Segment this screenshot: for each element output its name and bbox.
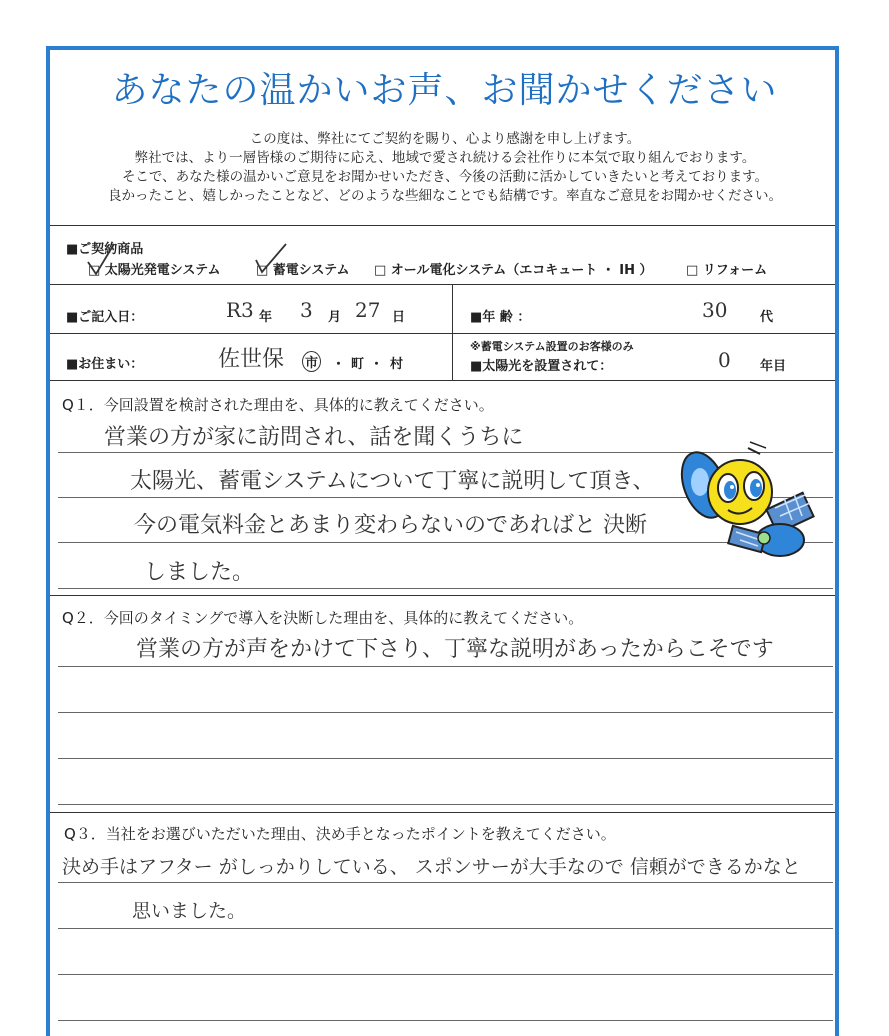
intro-line: この度は、弊社にてご契約を賜り、心より感謝を申し上げます。 [249,131,641,147]
mascot-icon [680,442,814,556]
answer-line [58,712,833,713]
divider [50,380,835,381]
answer-line [58,804,833,805]
product-reform[interactable]: □ リフォーム [686,263,768,278]
entry-era-value: R3 [226,298,254,322]
q3-answer-line: 思いました。 [132,900,247,922]
intro-line: そこで、あなた様の温かいご意見をお聞かせいただき、今後の活動に活かしていきたいと考えております。 [121,169,769,185]
entry-day-value: 27 [355,298,381,322]
product-battery[interactable]: □ 蓄電システム [256,263,350,278]
answer-line [58,882,833,883]
divider [50,812,835,813]
solar-years-value: 0 [718,348,731,372]
q1-question: Q１．今回設置を検討された理由を、具体的に教えてください。 [62,396,494,414]
solar-note: ※蓄電システム設置のお客様のみ [470,340,634,353]
q1-answer-line: 今の電気料金とあまり変わらないのであればと 決断 [134,513,647,538]
answer-line [58,1020,833,1021]
q1-answer-line: 太陽光、蓄電システムについて丁寧に説明して頂き、 [130,469,655,494]
answer-line [58,928,833,929]
answer-line [58,588,833,589]
solar-years-label: ■太陽光を設置されて： [470,359,613,374]
product-solar[interactable]: □ 太陽光発電システム [88,263,221,278]
q3-question: Q３．当社をお選びいただいた理由、決め手となったポイントを教えてください。 [64,825,616,843]
address-value: 佐世保 [218,347,285,372]
mascot-illustration [680,440,830,565]
divider [50,225,835,226]
answer-line [58,974,833,975]
intro-line: 弊社では、より一層皆様のご期待に応え、地域で愛され続ける会社作りに本気で取り組んでおります。 [134,150,756,166]
city-circle: 市 [302,351,321,372]
check-mark-icon [252,240,292,280]
divider [50,333,835,334]
age-label: ■年 齢 ： [470,310,531,325]
address-label: ■お住まい： [66,357,144,372]
divider [452,284,453,380]
year-unit: 年 [259,310,273,325]
check-mark-icon [84,240,124,280]
q1-answer-line: しました。 [144,560,255,585]
month-unit: 月 [328,310,342,325]
age-value: 30 [702,298,728,322]
divider [50,284,835,285]
address-sep: ・ [332,357,346,372]
q2-answer-line: 営業の方が声をかけて下さり、丁寧な説明があったからこそです [136,637,774,662]
intro-text [60,130,830,206]
solar-years-unit: 年目 [760,359,787,374]
entry-month-value: 3 [300,298,313,322]
address-village: 村 [390,357,404,372]
answer-line [58,758,833,759]
address-town: 町 [351,357,365,372]
age-unit: 代 [760,310,774,325]
q3-answer-line: 決め手はアフター がしっかりしている、 スポンサーが大手なので 信頼ができるかなと [62,856,801,878]
q1-answer-line: 営業の方が家に訪問され、話を聞くうちに [104,425,524,450]
products-label: ■ご契約商品 [66,242,144,257]
answer-line [58,666,833,667]
q2-question: Q２．今回のタイミングで導入を決断した理由を、具体的に教えてください。 [62,609,584,627]
address-city [302,351,321,372]
divider [50,595,835,596]
address-sep: ・ [370,357,384,372]
intro-line: 良かったこと、嬉しかったことなど、どのような些細なことでも結構です。率直なご意見をお聞かせください。 [108,188,782,204]
entry-date-label: ■ご記入日： [66,310,144,325]
product-all-electric[interactable]: □ オール電化システム（エコキュート ・ IH ） [374,263,653,278]
day-unit: 日 [392,310,406,325]
form-title: あなたの温かいお声、お聞かせください [111,70,778,111]
